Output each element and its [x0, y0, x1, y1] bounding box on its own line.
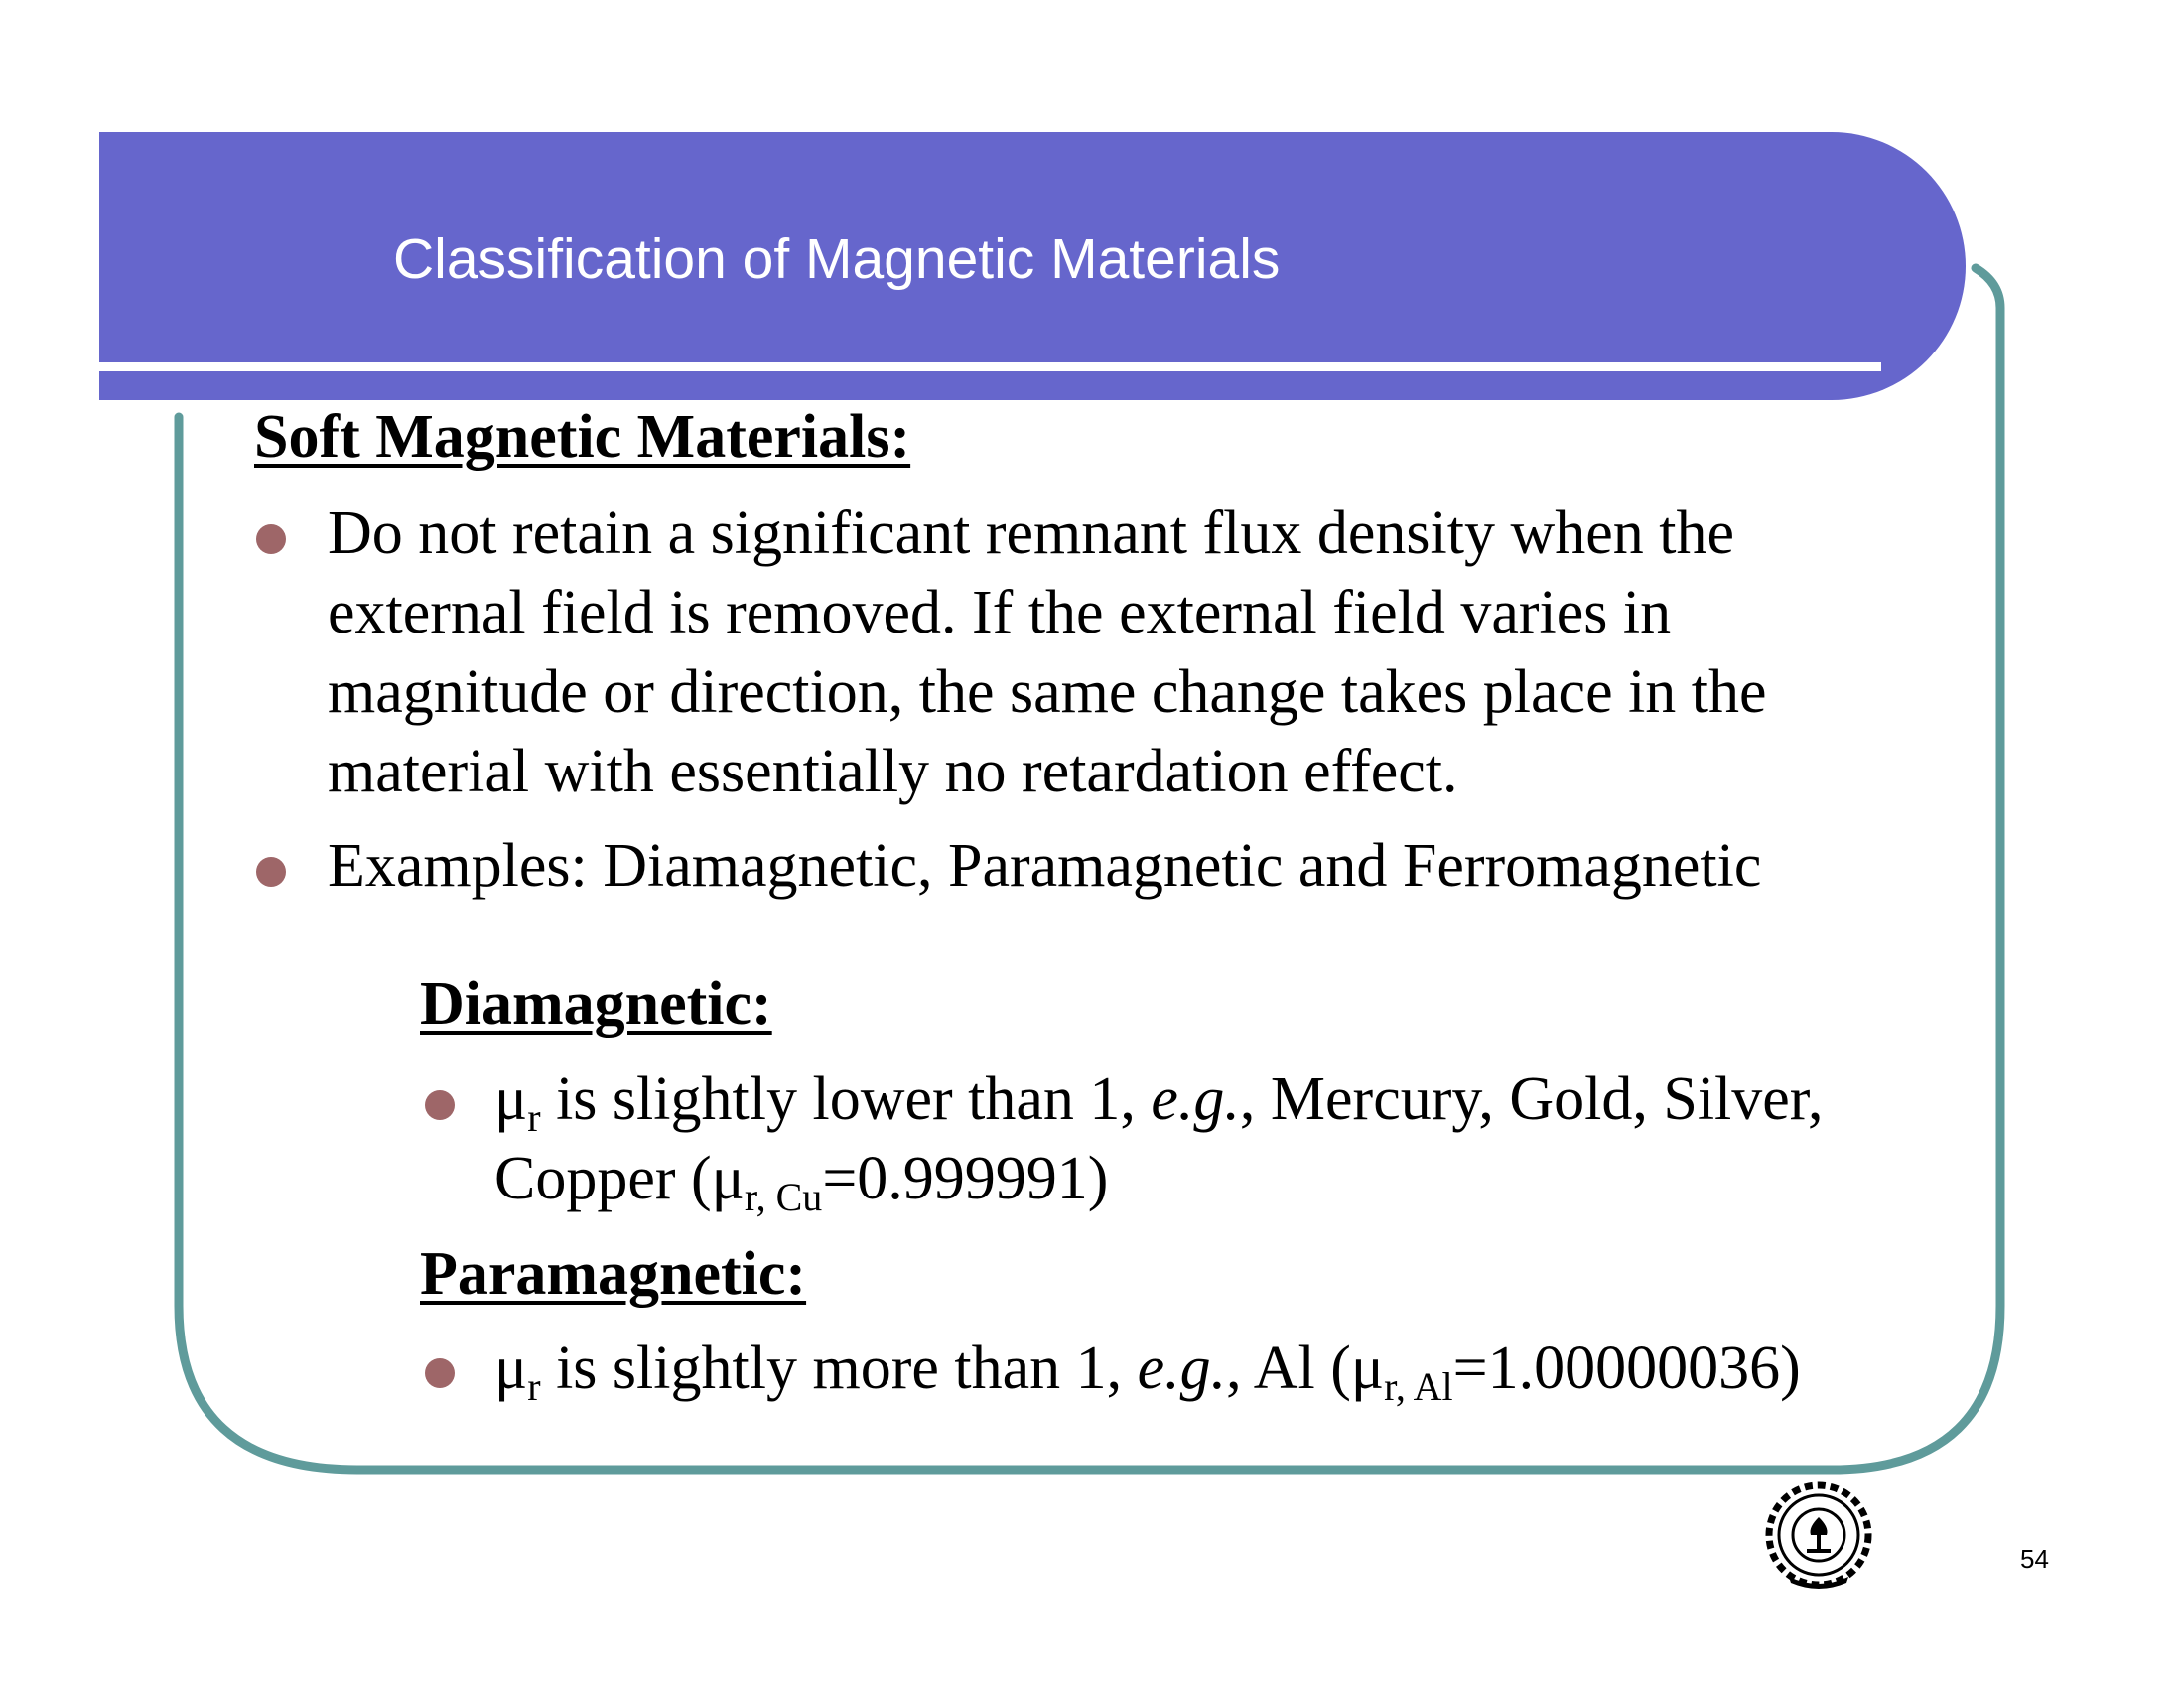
mu-symbol: μ [494, 1335, 528, 1402]
paramagnetic-bullet [494, 1329, 1801, 1408]
bullet-dot [425, 1358, 455, 1388]
text-run: , Al (μ [1226, 1335, 1385, 1402]
text-line: Examples: Diamagnetic, Paramagnetic and Ferromagnetic [328, 832, 1762, 900]
text-line: material with essentially no retardation effect. [328, 738, 1458, 805]
italic-text: e.g. [1151, 1065, 1240, 1133]
subscript: r [527, 1095, 541, 1140]
text-line: external field is removed. If the external field varies in [328, 579, 1672, 646]
text-run: , Mercury, Gold, Silver, [1239, 1065, 1824, 1133]
text-run: Copper (μ [494, 1145, 745, 1212]
text-line [494, 1329, 1801, 1408]
soft-bullet-2 [328, 826, 1761, 906]
subscript: r [527, 1364, 541, 1409]
bullet-dot [256, 524, 286, 554]
text-line [494, 1059, 1823, 1139]
slide-title: Classification of Magnetic Materials [393, 227, 1281, 291]
diamagnetic-bullet [494, 1059, 1823, 1218]
subscript: r, Cu [744, 1175, 823, 1219]
diamagnetic-heading: Diamagnetic: [420, 970, 772, 1038]
text-run: is slightly lower than 1, [540, 1065, 1152, 1133]
bullet-dot [425, 1090, 455, 1120]
text-line [494, 1139, 1823, 1218]
text-line: magnitude or direction, the same change takes place in the [328, 658, 1767, 726]
institute-seal-icon [1759, 1477, 1878, 1597]
subscript: r, Al [1384, 1364, 1453, 1409]
page-number: 54 [2020, 1544, 2049, 1574]
soft-bullet-1 [328, 493, 1767, 811]
italic-text: e.g. [1137, 1335, 1227, 1402]
bullet-dot [256, 857, 286, 887]
text-line: Do not retain a significant remnant flux density when the [328, 499, 1735, 567]
soft-heading: Soft Magnetic Materials: [254, 403, 911, 471]
mu-symbol: μ [494, 1065, 528, 1133]
text-run: =0.999991) [822, 1145, 1109, 1212]
text-run: =1.00000036) [1452, 1335, 1801, 1402]
header-divider [99, 362, 1881, 371]
paramagnetic-heading: Paramagnetic: [420, 1240, 807, 1308]
text-run: is slightly more than 1, [540, 1335, 1138, 1402]
